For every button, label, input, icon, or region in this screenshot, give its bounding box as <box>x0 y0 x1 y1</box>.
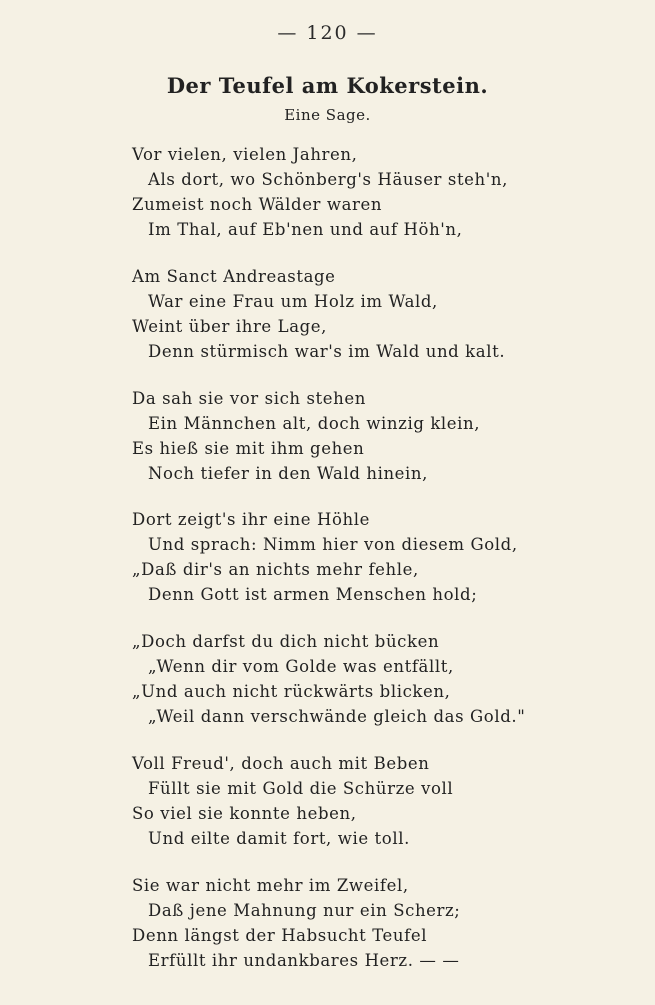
verse-line: War eine Frau um Holz im Wald, <box>148 291 438 311</box>
stanza-6 <box>132 751 622 851</box>
verse-line: Es hieß sie mit ihm gehen <box>132 438 365 458</box>
verse-line: Denn Gott ist armen Menschen hold; <box>148 585 478 605</box>
page-number: — 120 — <box>277 22 378 44</box>
verse-line: „Weil dann verschwände gleich das Gold." <box>148 707 526 727</box>
verse-line: Im Thal, auf Eb'nen und auf Höh'n, <box>148 220 463 239</box>
verse-line: Als dort, wo Schönberg's Häuser steh'n, <box>148 170 508 189</box>
poem-body <box>132 142 622 995</box>
stanza-5 <box>132 629 622 729</box>
verse-line: Zumeist noch Wälder waren <box>132 195 383 214</box>
verse-line: Weint über ihre Lage, <box>132 316 328 336</box>
verse-line: Vor vielen, vielen Jahren, <box>132 145 358 164</box>
verse-line: Daß jene Mahnung nur ein Scherz; <box>148 900 461 920</box>
verse-line: „Daß dir's an nichts mehr fehle, <box>132 560 419 580</box>
verse-line: Da sah sie vor sich stehen <box>132 388 366 408</box>
stanza-3 <box>132 386 622 486</box>
verse-line: Sie war nicht mehr im Zweifel, <box>132 875 409 895</box>
verse-line: „Und auch nicht rückwärts blicken, <box>132 682 451 702</box>
verse-line: „Wenn dir vom Golde was entfällt, <box>148 657 454 677</box>
stanza-7 <box>132 873 622 973</box>
verse-line: Erfüllt ihr undankbares Herz. — — <box>148 950 460 970</box>
verse-line: Ein Männchen alt, doch winzig klein, <box>148 413 481 433</box>
verse-line: Denn längst der Habsucht Teufel <box>132 925 428 945</box>
verse-line: Denn stürmisch war's im Wald und kalt. <box>148 341 506 361</box>
stanza-1 <box>132 142 622 242</box>
verse-line: Und sprach: Nimm hier von diesem Gold, <box>148 535 518 555</box>
poem-subtitle: Eine Sage. <box>284 106 371 124</box>
verse-line: „Doch darfst du dich nicht bücken <box>132 632 440 652</box>
verse-line: Am Sanct Andreastage <box>132 266 336 286</box>
stanza-4 <box>132 507 622 607</box>
verse-line: Füllt sie mit Gold die Schürze voll <box>148 778 454 798</box>
verse-line: Noch tiefer in den Wald hinein, <box>148 463 428 483</box>
verse-line: So viel sie konnte heben, <box>132 803 357 823</box>
verse-line: Und eilte damit fort, wie toll. <box>148 828 410 848</box>
verse-line: Voll Freud', doch auch mit Beben <box>132 753 430 773</box>
stanza-2 <box>132 264 622 364</box>
verse-line: Dort zeigt's ihr eine Höhle <box>132 510 371 530</box>
poem-title: Der Teufel am Kokerstein. <box>166 73 489 98</box>
